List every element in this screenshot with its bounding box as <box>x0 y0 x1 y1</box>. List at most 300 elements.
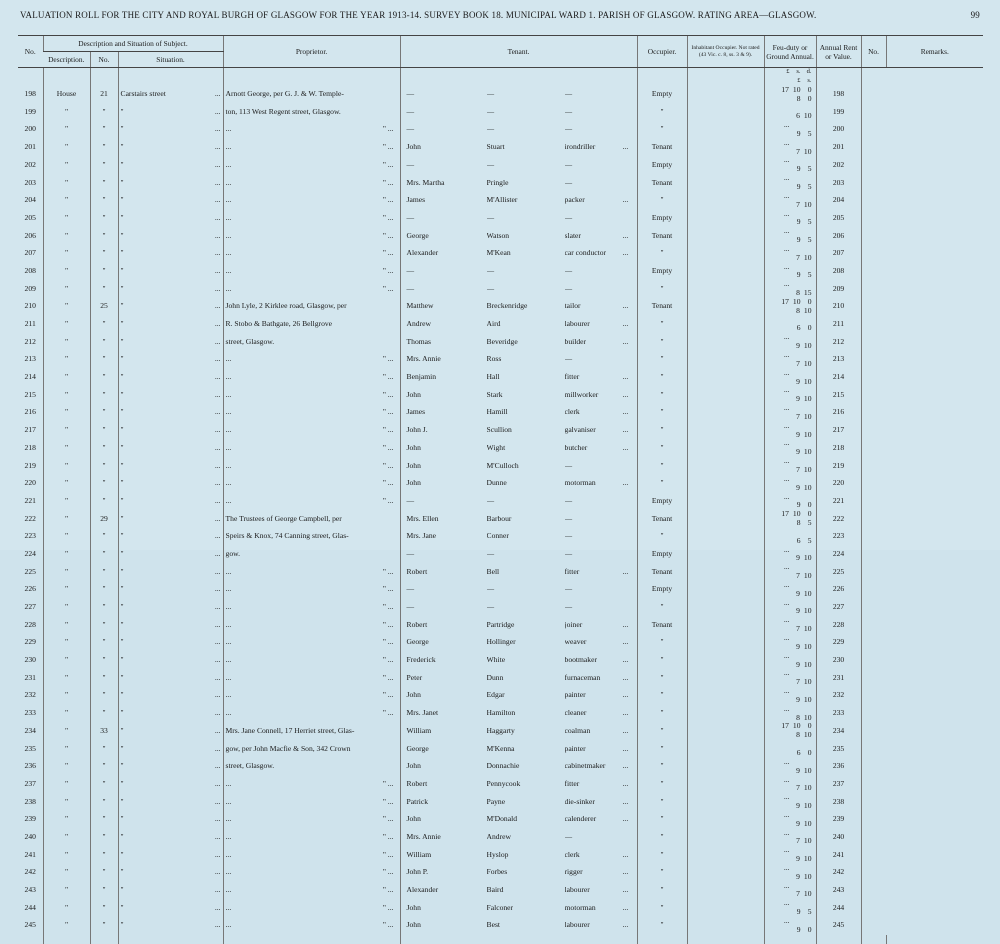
inhabitant-cell <box>687 669 764 687</box>
subject-no-cell: " <box>90 882 118 900</box>
occupier-cell: " <box>637 740 687 758</box>
entry-no: 210 <box>24 301 36 311</box>
description-cell: " <box>43 563 90 581</box>
annual-rent-cell: 6 0 <box>764 749 816 758</box>
tenant-cell: John P. Forbes rigger ... <box>400 864 637 882</box>
feu-duty-cell <box>764 103 816 112</box>
tenant-cell: — — — <box>400 210 637 228</box>
situation-cell: " ... <box>118 687 223 705</box>
inhabitant-cell <box>687 776 764 794</box>
description-cell: " <box>43 139 90 157</box>
entry-no: 232 <box>24 690 36 700</box>
inhabitant-cell <box>687 245 764 263</box>
proprietor-cell: ... " ... <box>223 263 400 281</box>
proprietor-cell: ... " ... <box>223 174 400 192</box>
tenant-cell: John Edgar painter ... <box>400 687 637 705</box>
annual-rent-cell: 9 5 <box>764 236 816 245</box>
situation-cell: " ... <box>118 599 223 617</box>
situation-cell: " ... <box>118 510 223 528</box>
situation-cell: " ... <box>118 333 223 351</box>
entry-no: 215 <box>24 389 36 399</box>
description-cell: " <box>43 103 90 121</box>
proprietor-cell: ... " ... <box>223 475 400 493</box>
table-row <box>18 740 983 758</box>
annual-rent-cell: 9 10 <box>764 820 816 829</box>
occupier-cell: " <box>637 634 687 652</box>
annual-rent-cell: 9 10 <box>764 802 816 811</box>
occupier-cell: Tenant <box>637 616 687 634</box>
situation-cell: " ... <box>118 156 223 174</box>
entry-no: 230 <box>24 655 36 665</box>
tenant-cell: William Hyslop clerk ... <box>400 846 637 864</box>
remarks-cell <box>861 174 886 192</box>
occupier-cell: " <box>637 652 687 670</box>
tenant-cell: — — — <box>400 599 637 617</box>
feu-duty-cell: ... <box>764 156 816 165</box>
proprietor-cell: ... " ... <box>223 669 400 687</box>
annual-rent-cell: 7 10 <box>764 572 816 581</box>
tenant-cell: George M'Kenna painter ... <box>400 740 637 758</box>
subject-no-cell: " <box>90 758 118 776</box>
proprietor-cell: The Trustees of George Campbell, per <box>223 510 400 528</box>
table-row <box>18 369 983 387</box>
proprietor-cell: ... " ... <box>223 139 400 157</box>
subject-no-cell: " <box>90 811 118 829</box>
occupier-cell: " <box>637 882 687 900</box>
tenant-cell: — — — <box>400 121 637 139</box>
subject-no-cell: " <box>90 245 118 263</box>
table-row <box>18 599 983 617</box>
description-cell: " <box>43 528 90 546</box>
inhabitant-cell <box>687 722 764 740</box>
situation-cell: " ... <box>118 280 223 298</box>
remarks-cell <box>861 864 886 882</box>
entry-no-right: 212 <box>816 333 861 351</box>
table-row <box>18 563 983 581</box>
feu-duty-cell: ... <box>764 864 816 873</box>
description-cell: " <box>43 475 90 493</box>
description-cell: " <box>43 298 90 316</box>
feu-duty-cell: ... <box>764 793 816 802</box>
remarks-cell <box>861 210 886 228</box>
inhabitant-cell <box>687 139 764 157</box>
entry-no: 212 <box>24 336 36 346</box>
remarks-cell <box>861 510 886 528</box>
proprietor-cell: ... " ... <box>223 439 400 457</box>
proprietor-cell: gow. <box>223 546 400 564</box>
description-cell: " <box>43 917 90 935</box>
entry-no-right: 245 <box>816 917 861 935</box>
occupier-cell: " <box>637 829 687 847</box>
entry-no-right: 228 <box>816 616 861 634</box>
tenant-cell: Mrs. Martha Pringle — <box>400 174 637 192</box>
entry-no: 222 <box>24 513 36 523</box>
subject-no-cell: " <box>90 103 118 121</box>
situation-cell: " ... <box>118 882 223 900</box>
situation-cell: " ... <box>118 422 223 440</box>
subject-no-cell: " <box>90 829 118 847</box>
entry-no: 239 <box>24 814 36 824</box>
table-row <box>18 722 983 740</box>
description-cell: " <box>43 599 90 617</box>
inhabitant-cell <box>687 86 764 104</box>
entry-no: 236 <box>24 761 36 771</box>
description-cell: " <box>43 846 90 864</box>
occupier-cell: Tenant <box>637 563 687 581</box>
col-header-occupier: Occupier. <box>637 36 687 68</box>
remarks-cell <box>861 616 886 634</box>
situation-cell: " ... <box>118 793 223 811</box>
annual-rent-cell: 9 10 <box>764 661 816 670</box>
remarks-cell <box>861 546 886 564</box>
annual-rent-cell: 8 15 <box>764 289 816 298</box>
entry-no: 228 <box>24 619 36 629</box>
tenant-cell: — — — <box>400 263 637 281</box>
remarks-cell <box>861 899 886 917</box>
inhabitant-cell <box>687 369 764 387</box>
entry-no: 240 <box>24 831 36 841</box>
occupier-cell: " <box>637 687 687 705</box>
entry-no-right: 200 <box>816 121 861 139</box>
occupier-cell: Empty <box>637 156 687 174</box>
entry-no: 234 <box>24 725 36 735</box>
remarks-cell <box>861 599 886 617</box>
proprietor-cell: ... " ... <box>223 121 400 139</box>
proprietor-cell: ... " ... <box>223 404 400 422</box>
occupier-cell: Empty <box>637 210 687 228</box>
entry-no: 200 <box>24 124 36 134</box>
description-cell: " <box>43 722 90 740</box>
inhabitant-cell <box>687 333 764 351</box>
remarks-cell <box>861 740 886 758</box>
entry-no-right: 211 <box>816 316 861 334</box>
feu-duty-cell: ... <box>764 829 816 838</box>
remarks-cell <box>861 652 886 670</box>
description-cell: " <box>43 457 90 475</box>
remarks-cell <box>861 882 886 900</box>
situation-cell: " ... <box>118 439 223 457</box>
tenant-cell: Alexander M'Kean car conductor ... <box>400 245 637 263</box>
situation-cell: " ... <box>118 227 223 245</box>
feu-duty-cell: 17 10 0 <box>764 510 816 519</box>
entry-no-right: 243 <box>816 882 861 900</box>
annual-rent-cell: 7 10 <box>764 890 816 899</box>
annual-rent-cell: 8 10 <box>764 307 816 316</box>
feu-duty-cell: ... <box>764 263 816 272</box>
feu-duty-cell: ... <box>764 546 816 555</box>
inhabitant-cell <box>687 210 764 228</box>
description-cell: " <box>43 280 90 298</box>
proprietor-cell: ... " ... <box>223 192 400 210</box>
table-row <box>18 669 983 687</box>
annual-rent-cell: 7 10 <box>764 254 816 263</box>
table-row <box>18 687 983 705</box>
subject-no-cell: " <box>90 528 118 546</box>
description-cell: " <box>43 882 90 900</box>
entry-no: 207 <box>24 248 36 258</box>
inhabitant-cell <box>687 510 764 528</box>
entry-no-right: 223 <box>816 528 861 546</box>
inhabitant-cell <box>687 121 764 139</box>
remarks-cell <box>861 563 886 581</box>
remarks-cell <box>861 475 886 493</box>
subject-no-cell: " <box>90 316 118 334</box>
situation-cell: " ... <box>118 864 223 882</box>
subject-no-cell: " <box>90 333 118 351</box>
proprietor-cell: ... " ... <box>223 369 400 387</box>
feu-duty-cell: ... <box>764 616 816 625</box>
feu-duty-cell: ... <box>764 192 816 201</box>
situation-cell: " ... <box>118 121 223 139</box>
entry-no-right: 209 <box>816 280 861 298</box>
tenant-cell: John Stark millworker ... <box>400 386 637 404</box>
subject-no-cell: " <box>90 793 118 811</box>
entry-no-right: 242 <box>816 864 861 882</box>
tenant-cell: Patrick Payne die-sinker ... <box>400 793 637 811</box>
proprietor-cell: ... " ... <box>223 776 400 794</box>
annual-rent-cell: 9 10 <box>764 696 816 705</box>
tenant-cell: — — — <box>400 103 637 121</box>
inhabitant-cell <box>687 758 764 776</box>
inhabitant-cell <box>687 563 764 581</box>
table-row <box>18 899 983 917</box>
table-row <box>18 210 983 228</box>
inhabitant-cell <box>687 528 764 546</box>
description-cell: " <box>43 227 90 245</box>
entry-no: 217 <box>24 425 36 435</box>
table-row <box>18 652 983 670</box>
col-header-sub-no: No. <box>90 52 118 68</box>
annual-rent-cell: 6 0 <box>764 324 816 333</box>
occupier-cell: Tenant <box>637 510 687 528</box>
entry-no-right: 240 <box>816 829 861 847</box>
entry-no: 243 <box>24 885 36 895</box>
units-row <box>18 68 983 86</box>
col-header-tenant: Tenant. <box>400 36 637 68</box>
tenant-cell: Robert Bell fitter ... <box>400 563 637 581</box>
annual-rent-cell: 8 0 <box>764 95 816 104</box>
description-cell: " <box>43 245 90 263</box>
situation-cell: " ... <box>118 616 223 634</box>
occupier-cell: " <box>637 917 687 935</box>
occupier-cell: " <box>637 758 687 776</box>
feu-units: £ s. d. <box>764 68 816 77</box>
situation-cell: " ... <box>118 457 223 475</box>
entry-no-right: 201 <box>816 139 861 157</box>
table-row <box>18 457 983 475</box>
feu-duty-cell: ... <box>764 563 816 572</box>
feu-duty-cell: ... <box>764 386 816 395</box>
subject-no-cell: " <box>90 475 118 493</box>
table-body <box>18 68 983 944</box>
annual-rent-cell: 9 5 <box>764 130 816 139</box>
situation-cell: " ... <box>118 581 223 599</box>
inhabitant-cell <box>687 192 764 210</box>
proprietor-cell: ... " ... <box>223 227 400 245</box>
proprietor-cell: ... " ... <box>223 351 400 369</box>
proprietor-cell: ... " ... <box>223 422 400 440</box>
inhabitant-cell <box>687 634 764 652</box>
situation-cell: " ... <box>118 705 223 723</box>
feu-duty-cell: ... <box>764 846 816 855</box>
remarks-cell <box>861 139 886 157</box>
remarks-cell <box>861 811 886 829</box>
inhabitant-cell <box>687 439 764 457</box>
feu-duty-cell: ... <box>764 687 816 696</box>
subject-no-cell: " <box>90 156 118 174</box>
situation-cell: " ... <box>118 174 223 192</box>
description-cell: " <box>43 793 90 811</box>
situation-cell: " ... <box>118 386 223 404</box>
description-cell: " <box>43 192 90 210</box>
situation-cell: " ... <box>118 475 223 493</box>
remarks-cell <box>861 227 886 245</box>
feu-duty-cell: ... <box>764 758 816 767</box>
entry-no: 205 <box>24 212 36 222</box>
subject-no-cell: " <box>90 687 118 705</box>
remarks-cell <box>861 687 886 705</box>
proprietor-cell: ... " ... <box>223 599 400 617</box>
entry-no-right: 225 <box>816 563 861 581</box>
feu-duty-cell: 17 10 0 <box>764 722 816 731</box>
occupier-cell: Tenant <box>637 174 687 192</box>
table-row <box>18 882 983 900</box>
tenant-cell: — — — <box>400 280 637 298</box>
table-row <box>18 174 983 192</box>
annual-rent-cell: 6 5 <box>764 537 816 546</box>
inhabitant-cell <box>687 616 764 634</box>
remarks-cell <box>861 457 886 475</box>
situation-cell: " ... <box>118 776 223 794</box>
remarks-cell <box>861 422 886 440</box>
annual-rent-cell: 7 10 <box>764 466 816 475</box>
feu-duty-cell: ... <box>764 351 816 360</box>
rent-units: £ s. <box>764 77 816 86</box>
proprietor-cell: ... " ... <box>223 581 400 599</box>
annual-rent-cell: 9 0 <box>764 501 816 510</box>
remarks-cell <box>861 439 886 457</box>
situation-cell: " ... <box>118 546 223 564</box>
annual-rent-cell: 9 5 <box>764 165 816 174</box>
subject-no-cell: " <box>90 192 118 210</box>
entry-no: 198 <box>24 89 36 99</box>
proprietor-cell: ... " ... <box>223 280 400 298</box>
entry-no-right: 222 <box>816 510 861 528</box>
inhabitant-cell <box>687 882 764 900</box>
col-header-inhabitant: Inhabitant Occupier. Not rated (43 Vic. c. 8, ss. 3 & 9). <box>687 36 764 68</box>
feu-duty-cell: ... <box>764 457 816 466</box>
description-cell: " <box>43 386 90 404</box>
table-row <box>18 829 983 847</box>
tenant-cell: — — — <box>400 156 637 174</box>
situation-cell: Carstairs street ... <box>118 86 223 104</box>
entry-no-right: 219 <box>816 457 861 475</box>
entry-no: 229 <box>24 637 36 647</box>
situation-cell: " ... <box>118 298 223 316</box>
entry-no-right: 235 <box>816 740 861 758</box>
entry-no-right: 231 <box>816 669 861 687</box>
entry-no-right: 207 <box>816 245 861 263</box>
situation-cell: " ... <box>118 316 223 334</box>
inhabitant-cell <box>687 599 764 617</box>
annual-rent-cell: 9 10 <box>764 431 816 440</box>
feu-duty-cell: ... <box>764 174 816 183</box>
subject-no-cell: " <box>90 174 118 192</box>
feu-duty-cell: ... <box>764 899 816 908</box>
inhabitant-cell <box>687 475 764 493</box>
entry-no-right: 208 <box>816 263 861 281</box>
proprietor-cell: R. Stobo & Bathgate, 26 Bellgrove <box>223 316 400 334</box>
entry-no-right: 213 <box>816 351 861 369</box>
entry-no: 227 <box>24 602 36 612</box>
description-cell: " <box>43 687 90 705</box>
col-header-no: No. <box>18 36 43 68</box>
feu-duty-cell: ... <box>764 669 816 678</box>
inhabitant-cell <box>687 404 764 422</box>
inhabitant-cell <box>687 581 764 599</box>
situation-cell: " ... <box>118 846 223 864</box>
feu-duty-cell: ... <box>764 917 816 926</box>
situation-cell: " ... <box>118 740 223 758</box>
annual-rent-cell: 9 10 <box>764 448 816 457</box>
occupier-cell: " <box>637 192 687 210</box>
table-row <box>18 139 983 157</box>
tenant-cell: — — — <box>400 546 637 564</box>
entry-no-right: 238 <box>816 793 861 811</box>
occupier-cell: " <box>637 121 687 139</box>
table-row <box>18 581 983 599</box>
remarks-cell <box>861 103 886 121</box>
situation-cell: " ... <box>118 829 223 847</box>
entry-no-right: 236 <box>816 758 861 776</box>
col-header-feu-duty: Feu-duty or Ground Annual. <box>764 36 816 68</box>
tenant-cell: John Falconer motorman ... <box>400 899 637 917</box>
entry-no-right: 203 <box>816 174 861 192</box>
entry-no: 242 <box>24 867 36 877</box>
entry-no: 214 <box>24 372 36 382</box>
feu-duty-cell: ... <box>764 333 816 342</box>
proprietor-cell: ... " ... <box>223 156 400 174</box>
description-cell: " <box>43 776 90 794</box>
occupier-cell: Empty <box>637 86 687 104</box>
table-row <box>18 227 983 245</box>
proprietor-cell: street, Glasgow. <box>223 333 400 351</box>
inhabitant-cell <box>687 280 764 298</box>
annual-rent-cell: 7 10 <box>764 201 816 210</box>
situation-cell: " ... <box>118 528 223 546</box>
annual-rent-cell: 7 10 <box>764 625 816 634</box>
entry-no-right: 221 <box>816 493 861 511</box>
tenant-cell: James M'Allister packer ... <box>400 192 637 210</box>
remarks-cell <box>861 369 886 387</box>
tenant-cell: — — — <box>400 493 637 511</box>
occupier-cell: " <box>637 793 687 811</box>
subject-no-cell: 29 <box>90 510 118 528</box>
tenant-cell: George Watson slater ... <box>400 227 637 245</box>
subject-no-cell: " <box>90 581 118 599</box>
col-header-annual-rent: Annual Rent or Value. <box>816 36 861 68</box>
subject-no-cell: " <box>90 493 118 511</box>
occupier-cell: " <box>637 457 687 475</box>
situation-cell: " ... <box>118 103 223 121</box>
subject-no-cell: " <box>90 227 118 245</box>
entry-no-right: 220 <box>816 475 861 493</box>
proprietor-cell: ... " ... <box>223 882 400 900</box>
occupier-cell: " <box>637 864 687 882</box>
tenant-cell: John M'Culloch — <box>400 457 637 475</box>
roll-heading <box>20 10 980 20</box>
proprietor-cell: ... " ... <box>223 386 400 404</box>
